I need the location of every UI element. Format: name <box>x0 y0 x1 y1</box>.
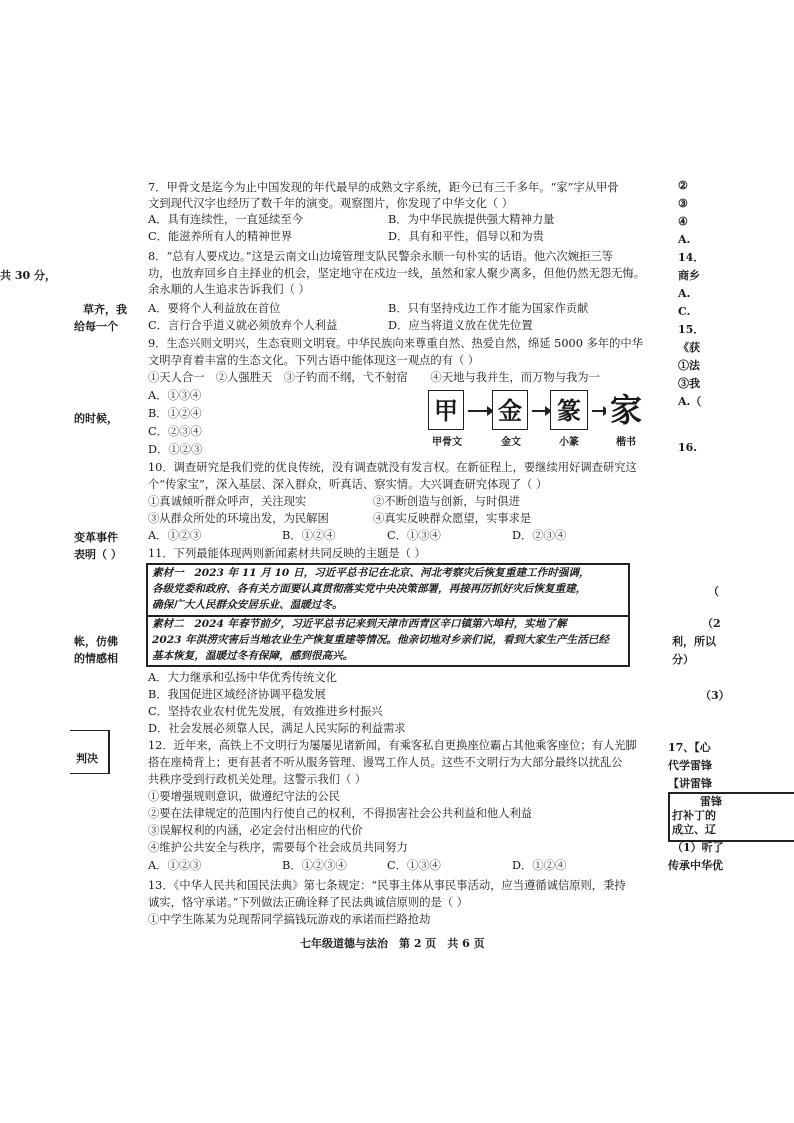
right-margin-text: （3） <box>700 689 730 702</box>
left-margin-text: 给每一个 <box>74 320 118 333</box>
q7-stem: 7．甲骨文是迄今为止中国发现的年代最早的成熟文字系统，距今已有三千多年。“家”字从甲骨 <box>148 181 619 194</box>
q7-option-b: B．为中华民族提供强大精神力量 <box>388 213 555 226</box>
right-margin-text: 打补丁的 <box>672 809 716 822</box>
q11-option-d: D．社会发展必须靠人民，满足人民实际的利益需求 <box>148 722 406 735</box>
material2-text: 2023 年洪涝灾害后当地农业生产恢复重建等情况。他亲切地对乡亲们说，看到大家生产生活已经 <box>152 634 609 646</box>
left-margin-text: 变革事件 <box>74 531 118 544</box>
right-margin-text: 代学雷锋 <box>668 759 712 772</box>
seal-script-glyph: 篆 <box>550 390 588 430</box>
figure-caption: 小篆 <box>559 437 579 448</box>
material1-text: 素材一 2023 年 11 月 10 日，习近平总书记在北京、河北考察灾后恢复重建工作时强调， <box>152 567 590 579</box>
q13-stem: 13．《中华人民共和国民法典》第七条规定：“民事主体从事民事活动，应当遵循诚信原则，秉持 <box>148 879 626 892</box>
page-footer: 七年级道德与法治 第 2 页 共 6 页 <box>300 937 485 950</box>
q9-option-d: D．①②③ <box>148 443 203 456</box>
right-margin-text: ④ <box>678 215 688 228</box>
left-margin-text: 判决 <box>76 752 98 765</box>
q10-option-a: A．①②③ <box>148 529 202 542</box>
left-margin-text: 的时候， <box>74 412 118 425</box>
q11-option-c: C．坚持农业农村优先发展，有效推进乡村振兴 <box>148 705 383 718</box>
character-evolution-figure <box>422 390 652 448</box>
right-margin-text: A. <box>678 233 691 246</box>
right-margin-text: 传承中华优 <box>668 859 723 872</box>
right-margin-text: 《获 <box>678 341 700 354</box>
q8-option-c: C．言行合乎道义就必须放弃个人利益 <box>148 319 338 332</box>
q13-stem: 诚实，恪守承诺。”下列做法正确诠释了民法典诚信原则的是（ ） <box>148 896 469 909</box>
q10-item: ①真诚倾听群众呼声，关注现实 <box>148 495 307 508</box>
q8-stem: 余永顺的人生追求告诉我们（ ） <box>148 283 310 296</box>
material1-text: 各级党委和政府、各有关方面要认真贯彻落实党中央决策部署，再接再厉抓好灾后恢复重建， <box>152 583 587 595</box>
right-margin-text: 雷锋 <box>700 795 722 808</box>
q10-stem: 10．调查研究是我们党的优良传统，没有调查就没有发言权。在新征程上，要继续用好调查研究这 <box>148 461 637 474</box>
q11-option-b: B．我国促进区域经济协调平稳发展 <box>148 688 326 701</box>
right-margin-text: C. <box>678 305 691 318</box>
material2-text: 基本恢复，温暖过冬有保障，感到很高兴。 <box>152 650 354 662</box>
bronze-glyph: 金 <box>492 390 528 430</box>
q7-stem: 文到现代汉字也经历了数千年的演变。观察图片，你发现了中华文化（ ） <box>148 197 514 210</box>
q10-option-c: C．①③④ <box>387 529 441 542</box>
oracle-bone-glyph: 甲 <box>428 390 464 430</box>
right-margin-text: 【讲雷锋 <box>668 777 712 790</box>
q12-item: ③误解权利的内涵，必定会付出相应的代价 <box>148 824 363 837</box>
q7-option-a: A．具有连续性，一直延续至今 <box>148 213 304 226</box>
right-margin-text: ①法 <box>678 359 700 372</box>
q10-stem: 个“传家宝”，深入基层、深入群众，听真话、察实情。大兴调查研究体现了（ ） <box>148 478 548 491</box>
q12-option-d: D．①②④ <box>512 859 567 872</box>
left-margin-text: 表明（ ） <box>74 548 122 561</box>
right-margin-text: 17、【心 <box>668 741 711 754</box>
q11-stem: 11．下列最能体现两则新闻素材共同反映的主题是（ ） <box>148 547 426 560</box>
left-margin-text: 草齐，我 <box>83 303 127 316</box>
right-margin-text: ② <box>678 179 688 192</box>
regular-script-glyph: 家 <box>606 390 646 430</box>
q8-stem: 8．“总有人要戍边。”这是云南文山边境管理支队民警余永顺一句朴实的话语。他六次婉拒三等 <box>148 250 613 263</box>
q8-option-b: B．只有坚持戍边工作才能为国家作贡献 <box>388 302 589 315</box>
material1-text: 确保广大人民群众安居乐业、温暖过冬。 <box>152 599 343 611</box>
material2-text: 素材二 2024 年春节前夕，习近平总书记来到天津市西青区辛口镇第六埠村，实地了解 <box>152 618 567 630</box>
right-margin-text: ③ <box>678 197 688 210</box>
q10-option-b: B．①②④ <box>282 529 336 542</box>
q12-item: ①要增强规则意识，做遵纪守法的公民 <box>148 790 341 803</box>
q7-option-c: C．能滋养所有人的精神世界 <box>148 230 293 243</box>
q12-stem: 搭在座椅背上；更有甚者不听从服务管理、谩骂工作人员。这些不文明行为大部分最终以扰乱公 <box>148 756 623 769</box>
q9-stem: 文明孕育着丰富的生态文化。下列古语中能体现这一观点的有（ ） <box>148 354 480 367</box>
q12-item: ④维护公共安全与秩序，需要每个社会成员共同努力 <box>148 841 408 854</box>
q12-option-c: C．①③④ <box>387 859 441 872</box>
right-margin-text: 成立、辽 <box>672 823 716 836</box>
left-margin-text: 共 30 分， <box>0 269 56 282</box>
right-margin-text: 14． <box>678 251 705 264</box>
q11-option-a: A．大力继承和弘扬中华优秀传统文化 <box>148 671 337 684</box>
right-margin-text: 利，所以 <box>672 635 716 648</box>
figure-caption: 楷书 <box>616 437 636 448</box>
right-margin-text: 分） <box>672 653 694 666</box>
q7-option-d: D．具有和平性，倡导以和为贵 <box>388 230 544 243</box>
q8-stem: 功，也放弃回乡自主择业的机会，坚定地守在戍边一线，虽然和家人聚少离多，但他仍然无怨无悔。 <box>148 267 646 280</box>
q10-item: ③从群众所处的环境出发，为民解困 <box>148 512 329 525</box>
q10-item: ②不断创造与创新，与时俱进 <box>373 495 520 508</box>
q10-option-d: D．②③④ <box>512 529 567 542</box>
arrow-icon <box>468 410 488 412</box>
q8-option-d: D．应当将道义放在优先位置 <box>388 319 533 332</box>
q9-stem: 9．生态兴则文明兴，生态衰则文明衰。中华民族向来尊重自然、热爱自然，绵延 5000 多年的中华 <box>148 337 643 350</box>
right-margin-text: 商乡 <box>678 269 700 282</box>
q9-option-c: C．②③④ <box>148 425 202 438</box>
right-margin-text: （2 <box>702 617 721 630</box>
right-margin-text: ③我 <box>678 377 700 390</box>
q10-item: ④真实反映群众愿望，实事求是 <box>373 512 532 525</box>
q12-item: ②要在法律规定的范围内行使自己的权利，不得损害社会公共利益和他人利益 <box>148 807 533 820</box>
left-margin-text: 帐，仿佛 <box>74 635 118 648</box>
right-margin-text: （1）听了 <box>672 841 724 854</box>
q12-stem: 共秩序受到行政机关处理。这警示我们（ ） <box>148 773 367 786</box>
arrow-icon <box>532 410 546 412</box>
right-margin-text: 16. <box>678 441 698 454</box>
q9-items: ①天人合一 ②人强胜天 ③子钓而不纲，弋不射宿 ④天地与我并生，而万物与我为一 <box>148 371 600 384</box>
q12-stem: 12．近年来，高铁上不文明行为屡屡见诸新闻，有乘客私自更换座位霸占其他乘客座位；有人光脚 <box>148 739 637 752</box>
q8-option-a: A．要将个人利益放在首位 <box>148 302 281 315</box>
right-margin-text: （ <box>708 585 719 598</box>
figure-caption: 甲骨文 <box>432 437 462 448</box>
right-margin-text: 15． <box>678 323 705 336</box>
q13-item: ①中学生陈某为兑现帮同学搞钱玩游戏的承诺而拦路抢劫 <box>148 913 431 926</box>
figure-caption: 金文 <box>501 437 521 448</box>
q9-option-a: A．①③④ <box>148 389 202 402</box>
q12-option-b: B．①②③④ <box>282 859 347 872</box>
arrow-icon <box>592 410 604 412</box>
q12-option-a: A．①②③ <box>148 859 202 872</box>
right-margin-text: A.（ <box>678 395 702 408</box>
q9-option-b: B．①②④ <box>148 407 202 420</box>
right-margin-text: A. <box>678 287 691 300</box>
left-margin-text: 的情感相 <box>74 652 118 665</box>
